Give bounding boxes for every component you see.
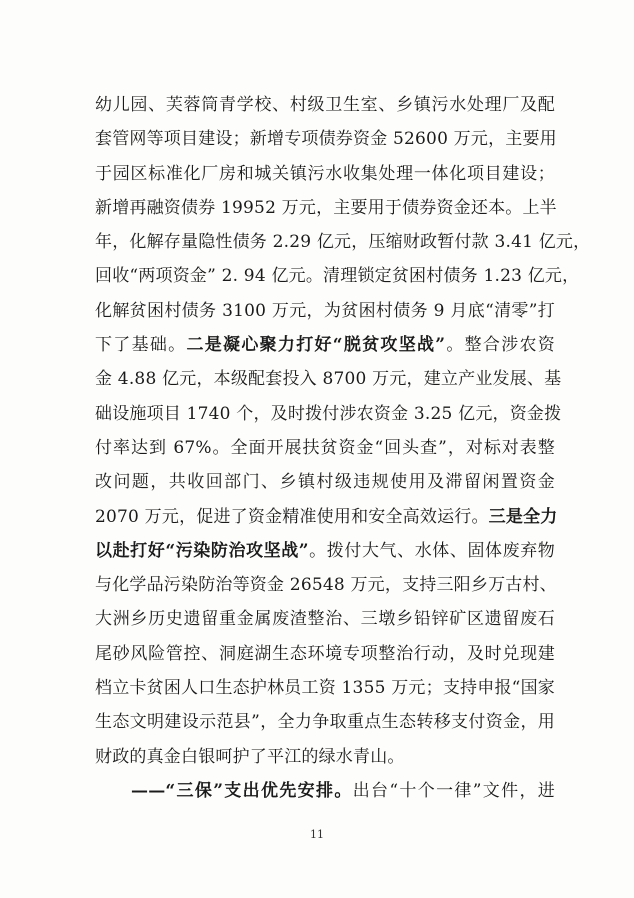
text-line [95, 602, 555, 636]
text-segment: 年，化解存量隐性债务 2.29 亿元，压缩财政暂付款 3.41 亿元， [95, 232, 591, 253]
text-line [95, 705, 555, 739]
text-line [95, 774, 555, 808]
bold-text-segment: 三是全力 [488, 506, 558, 527]
text-line [95, 122, 555, 156]
text-segment: 础设施项目 1740 个，及时拨付涉农资金 3.25 亿元，资金拨 [95, 403, 562, 424]
text-segment: 生态文明建设示范县”，全力争取重点生态转移支付资金，用 [95, 712, 555, 733]
text-segment: 尾砂风险管控、洞庭湖生态环境专项整治行动，及时兑现建 [95, 643, 555, 664]
text-segment: 化解贫困村债务 3100 万元，为贫困村债务 9 月底“清零”打 [95, 300, 555, 321]
body-text [95, 88, 591, 808]
text-line [95, 157, 555, 191]
text-line [95, 637, 555, 671]
page-number: 11 [310, 828, 324, 841]
text-segment: 。拨付大气、水体、固体废弃物 [308, 540, 555, 561]
text-segment: 新增再融资债券 19952 万元，主要用于债券资金还本。上半 [95, 197, 557, 218]
text-line [95, 328, 555, 362]
text-segment: 档立卡贫困人口生态护林员工资 1355 万元；支持申报“国家 [95, 678, 555, 699]
text-line [95, 568, 555, 602]
text-segment: 下了基础。 [95, 335, 187, 356]
text-segment: 改问题，共收回部门、乡镇村级违规使用及滞留闲置资金 [95, 472, 555, 493]
text-segment: 套管网等项目建设；新增专项债券资金 52600 万元，主要用 [95, 129, 557, 150]
text-line [95, 88, 555, 122]
bold-text-segment: 二是凝心聚力打好“脱贫攻坚战” [186, 335, 446, 356]
text-line [95, 534, 555, 568]
text-segment: 。整合涉农资 [445, 335, 556, 356]
text-segment: 出台“十个一律”文件，进 [352, 780, 555, 801]
text-segment: 大洲乡历史遗留重金属废渣整治、三墩乡铅锌矿区遗留废石 [95, 609, 555, 630]
text-line [95, 431, 555, 465]
text-segment: 回收“两项资金” 2. 94 亿元。清理锁定贫困村债务 1.23 亿元， [95, 266, 580, 287]
text-segment: 2070 万元，促进了资金精准使用和安全高效运行。 [95, 506, 489, 527]
text-line [95, 191, 555, 225]
text-line [95, 259, 580, 293]
bold-text-segment: 以赴打好“污染防治攻坚战” [95, 540, 309, 561]
text-segment: 幼儿园、芙蓉筒青学校、村级卫生室、乡镇污水处理厂及配 [95, 95, 555, 115]
text-line [95, 225, 591, 259]
text-segment: 财政的真金白银呵护了平江的绿水青山。 [95, 746, 405, 767]
text-line [95, 740, 555, 774]
text-segment: 付率达到 67%。全面开展扶贫资金“回头查”，对标对表整 [95, 437, 555, 458]
text-line [95, 397, 562, 431]
text-line [95, 465, 555, 499]
text-line [95, 500, 558, 534]
text-segment: 与化学品污染防治等资金 26548 万元，支持三阳乡万古村、 [95, 575, 557, 596]
text-line [95, 671, 555, 705]
text-segment: 金 4.88 亿元，本级配套投入 8700 万元，建立产业发展、基 [95, 369, 562, 390]
text-line [95, 294, 555, 328]
bold-text-segment: ——“三保”支出优先安排。 [131, 780, 353, 801]
text-segment: 于园区标准化厂房和城关镇污水收集处理一体化项目建设； [95, 163, 555, 184]
text-line [95, 362, 562, 396]
